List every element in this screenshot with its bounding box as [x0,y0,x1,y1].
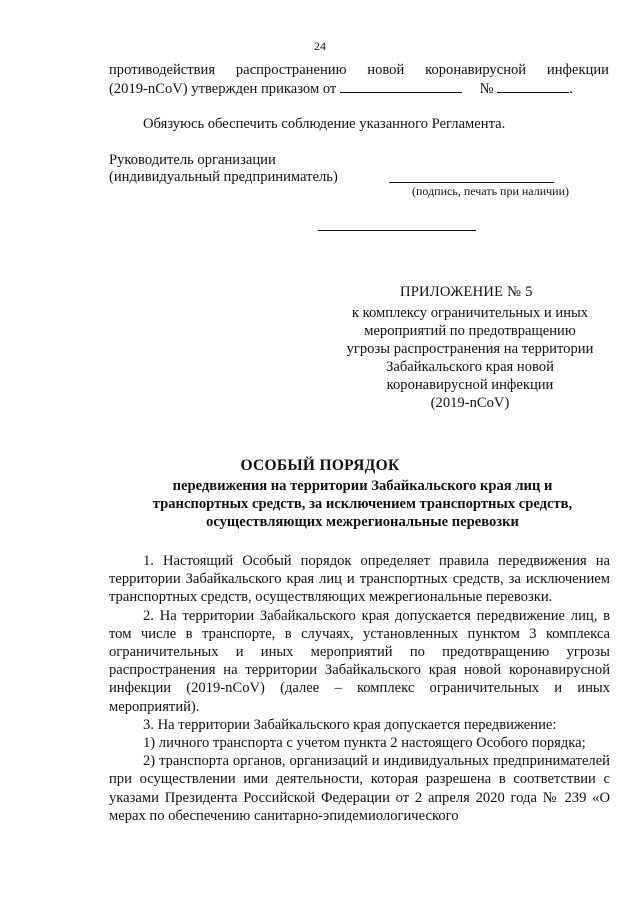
subheading-line: транспортных средств, за исключением транспортных средств, [152,496,573,512]
top-text-line-2: (2019-nCoV) утвержден приказом от № . [109,81,573,97]
signature-caption: (подпись, печать при наличии) [412,184,570,198]
appendix-title: ПРИЛОЖЕНИЕ № 5 [400,284,533,300]
document-heading: ОСОБЫЙ ПОРЯДОК [240,457,400,474]
paragraph-3-item-1: 1) личного транспорта с учетом пункта 2 настоящего Особого порядка; [143,735,586,752]
appendix-subtitle-line: коронавирусной инфекции [386,377,554,393]
separator-line [318,230,476,231]
appendix-subtitle-line: мероприятий по предотвращению [364,323,576,339]
subheading-line: передвижения на территории Забайкальского края лиц и [172,478,553,494]
paragraph-1: 1. Настоящий Особый порядок определяет правила передвижения на территории Забайкальского края лиц и транспортных средств, за исключением транспортных средств, осуществляющих межрегиональные перевозки. [109,553,610,606]
signatory-role-line-1: Руководитель организации [109,152,276,168]
commitment-text: Обязуюсь обеспечить соблюдение указанного Регламента. [143,116,506,132]
signatory-role-line-2: (индивидуальный предприниматель) [109,169,338,185]
document-subheading [130,477,595,531]
paragraph-2: 2. На территории Забайкальского края допускается передвижение лиц, в том числе в транспорте, в случаях, установленных пунктом 3 комплекса ограничительных и иных мероприятий по предотвращению угрозы распространения на территории Забайкальского края новой коронавирусной инфекции (2019-nCoV) (далее – комплекс ограничительных и иных мероприятий). [109,607,610,715]
appendix-subtitle-line: Забайкальского края новой [386,359,554,375]
appendix-subtitle [330,304,610,412]
order-date-blank [340,79,462,93]
paragraph-3: 3. На территории Забайкальского края допускается передвижение: [143,716,557,733]
order-number-blank [497,79,569,93]
appendix-subtitle-line: угрозы распространения на территории [346,341,594,357]
subheading-line: осуществляющих межрегиональные перевозки [206,514,519,530]
top-text-line-1: противодействия распространению новой коронавирусной инфекции [109,62,609,78]
page-number: 24 [314,39,326,53]
paragraph-3-item-2: 2) транспорта органов, организаций и индивидуальных предпринимателей при осуществлении ими деятельности, которая разрешена в соответствии с указами Президента Российской Федерации от 2 апреля 2020 года № 239 «О мерах по обеспечению санитарно-эпидемиологического [109,753,610,824]
appendix-subtitle-line: (2019-nCoV) [430,395,510,411]
appendix-subtitle-line: к комплексу ограничительных и иных [351,305,589,321]
body-text [109,552,610,825]
